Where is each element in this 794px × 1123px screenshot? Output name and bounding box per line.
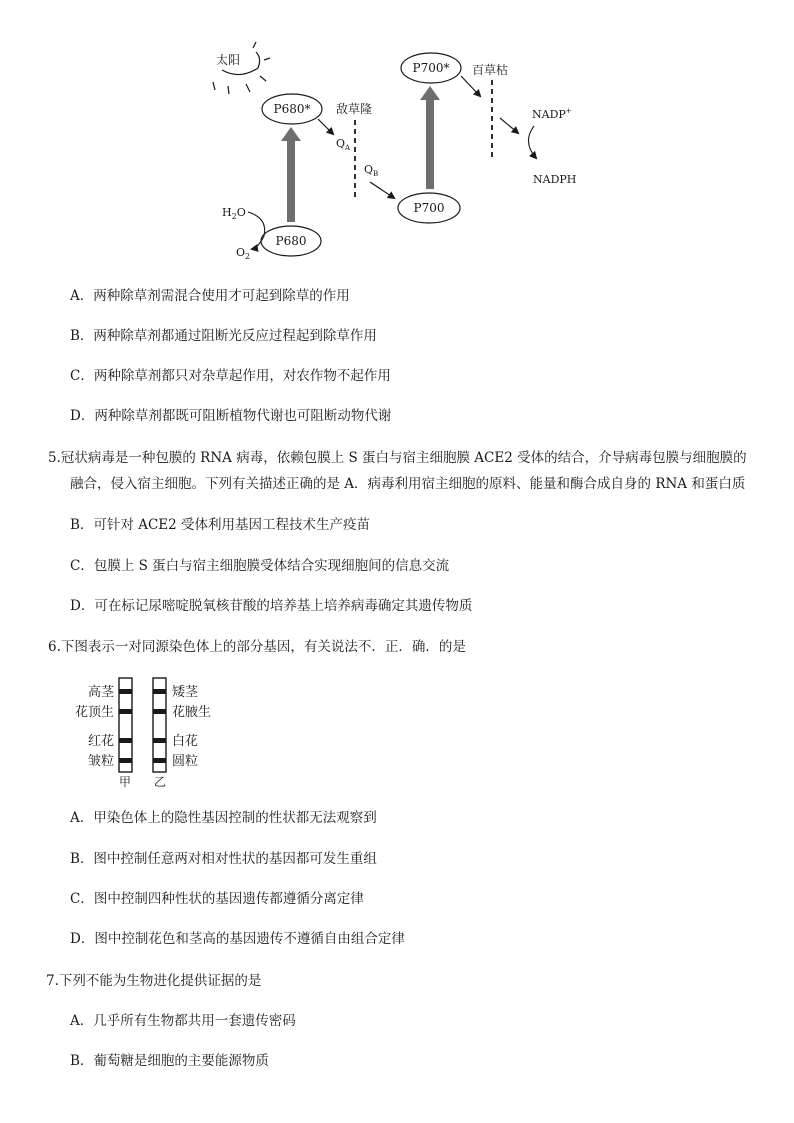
gene-label-white-flower: 白花 [172, 734, 199, 749]
q5-option-c: C．包膜上 S 蛋白与宿主细胞膜受体结合实现细胞间的信息交流 [70, 558, 450, 574]
excitation-arrow-psi [420, 86, 440, 189]
p680-star-node [262, 94, 322, 124]
sun-label: 太阳 [216, 53, 241, 67]
gene-label-tall: 高茎 [87, 685, 114, 700]
p680-node [261, 226, 321, 256]
o2-label: $O_2$ [236, 246, 251, 261]
arrow-p700star-ferredoxin [461, 76, 480, 96]
nadp-reduction-arrow [528, 126, 536, 158]
gene-band [119, 738, 132, 743]
q6-option-c: C．图中控制四种性状的基因遗传都遵循分离定律 [70, 891, 364, 907]
gene-label-round: 圆粒 [172, 754, 199, 769]
herbicide-2-label: 百草枯 [472, 63, 509, 77]
qa-label: $Q_A$ [336, 137, 351, 152]
q4-option-a: A．两种除草剂需混合使用才可起到除草的作用 [70, 288, 350, 304]
q6-stem: 6.下图表示一对同源染色体上的部分基因，有关说法不．正．确．的是 [48, 639, 466, 655]
q7-option-b: B．葡萄糖是细胞的主要能源物质 [70, 1053, 269, 1069]
q6-option-a: A．甲染色体上的隐性基因控制的性状都无法观察到 [70, 810, 377, 826]
chromosome-name-yi: 乙 [153, 775, 167, 789]
gene-label-dwarf: 矮茎 [172, 685, 199, 700]
gene-band [119, 689, 132, 694]
q4-option-d: D．两种除草剂都既可阻断植物代谢也可阻断动物代谢 [70, 408, 392, 424]
herbicide-1-label: 敌草隆 [336, 102, 373, 116]
gene-band [153, 738, 166, 743]
gene-band [119, 758, 132, 763]
q5-option-b: B．可针对 ACE2 受体利用基因工程技术生产疫苗 [70, 517, 371, 533]
p700-label: P700 [413, 201, 445, 215]
arrow-qb-p700 [370, 182, 394, 198]
gene-band [153, 709, 166, 714]
q6-option-d: D．图中控制花色和茎高的基因遗传不遵循自由组合定律 [70, 931, 405, 947]
arrow-p680star-qa [318, 119, 333, 134]
p700-star-label: P700* [412, 61, 450, 75]
chromosome-pair-diagram [60, 674, 260, 792]
gene-band [119, 709, 132, 714]
q5-stem-line2: 融合，侵入宿主细胞。下列有关描述正确的是 A．病毒利用宿主细胞的原料、能量和酶合成自身的 RNA 和蛋白质 [70, 476, 746, 492]
gene-label-wrinkled: 皱粒 [87, 754, 114, 769]
gene-band [153, 758, 166, 763]
gene-label-terminal-flower: 花顶生 [74, 705, 114, 720]
q4-option-b: B．两种除草剂都通过阻断光反应过程起到除草作用 [70, 328, 377, 344]
p700-star-node [401, 53, 461, 83]
p700-node [398, 193, 460, 223]
arrow-to-nadp [500, 118, 518, 133]
q7-option-a: A．几乎所有生物都共用一套遗传密码 [70, 1013, 296, 1029]
q4-option-c: C．两种除草剂都只对杂草起作用，对农作物不起作用 [70, 368, 391, 384]
q6-option-b: B．图中控制任意两对相对性状的基因都可发生重组 [70, 851, 377, 867]
gene-label-red-flower: 红花 [87, 734, 114, 749]
qb-label: $Q_B$ [364, 163, 379, 178]
p680-label: P680 [275, 234, 307, 248]
q5-option-d: D．可在标记尿嘧啶脱氧核苷酸的培养基上培养病毒确定其遗传物质 [70, 598, 473, 614]
chromosome-name-jia: 甲 [118, 775, 132, 789]
p680-star-label: P680* [273, 102, 311, 116]
q7-stem: 7.下列不能为生物进化提供证据的是 [46, 973, 262, 989]
q5-stem-line1: 5.冠状病毒是一种包膜的 RNA 病毒，依赖包膜上 S 蛋白与宿主细胞膜 ACE2 受体的结合，介导病毒包膜与细胞膜的 [48, 450, 747, 466]
gene-label-axial-flower: 花腋生 [172, 705, 212, 720]
h2o-label: $H_2O$ [222, 206, 246, 221]
nadph-label: NADPH [533, 173, 577, 186]
photosynthesis-diagram [0, 0, 794, 270]
nadp-label: NADP+ [532, 107, 572, 121]
gene-band [153, 689, 166, 694]
excitation-arrow-psii [281, 127, 301, 222]
sun-icon [213, 42, 270, 94]
